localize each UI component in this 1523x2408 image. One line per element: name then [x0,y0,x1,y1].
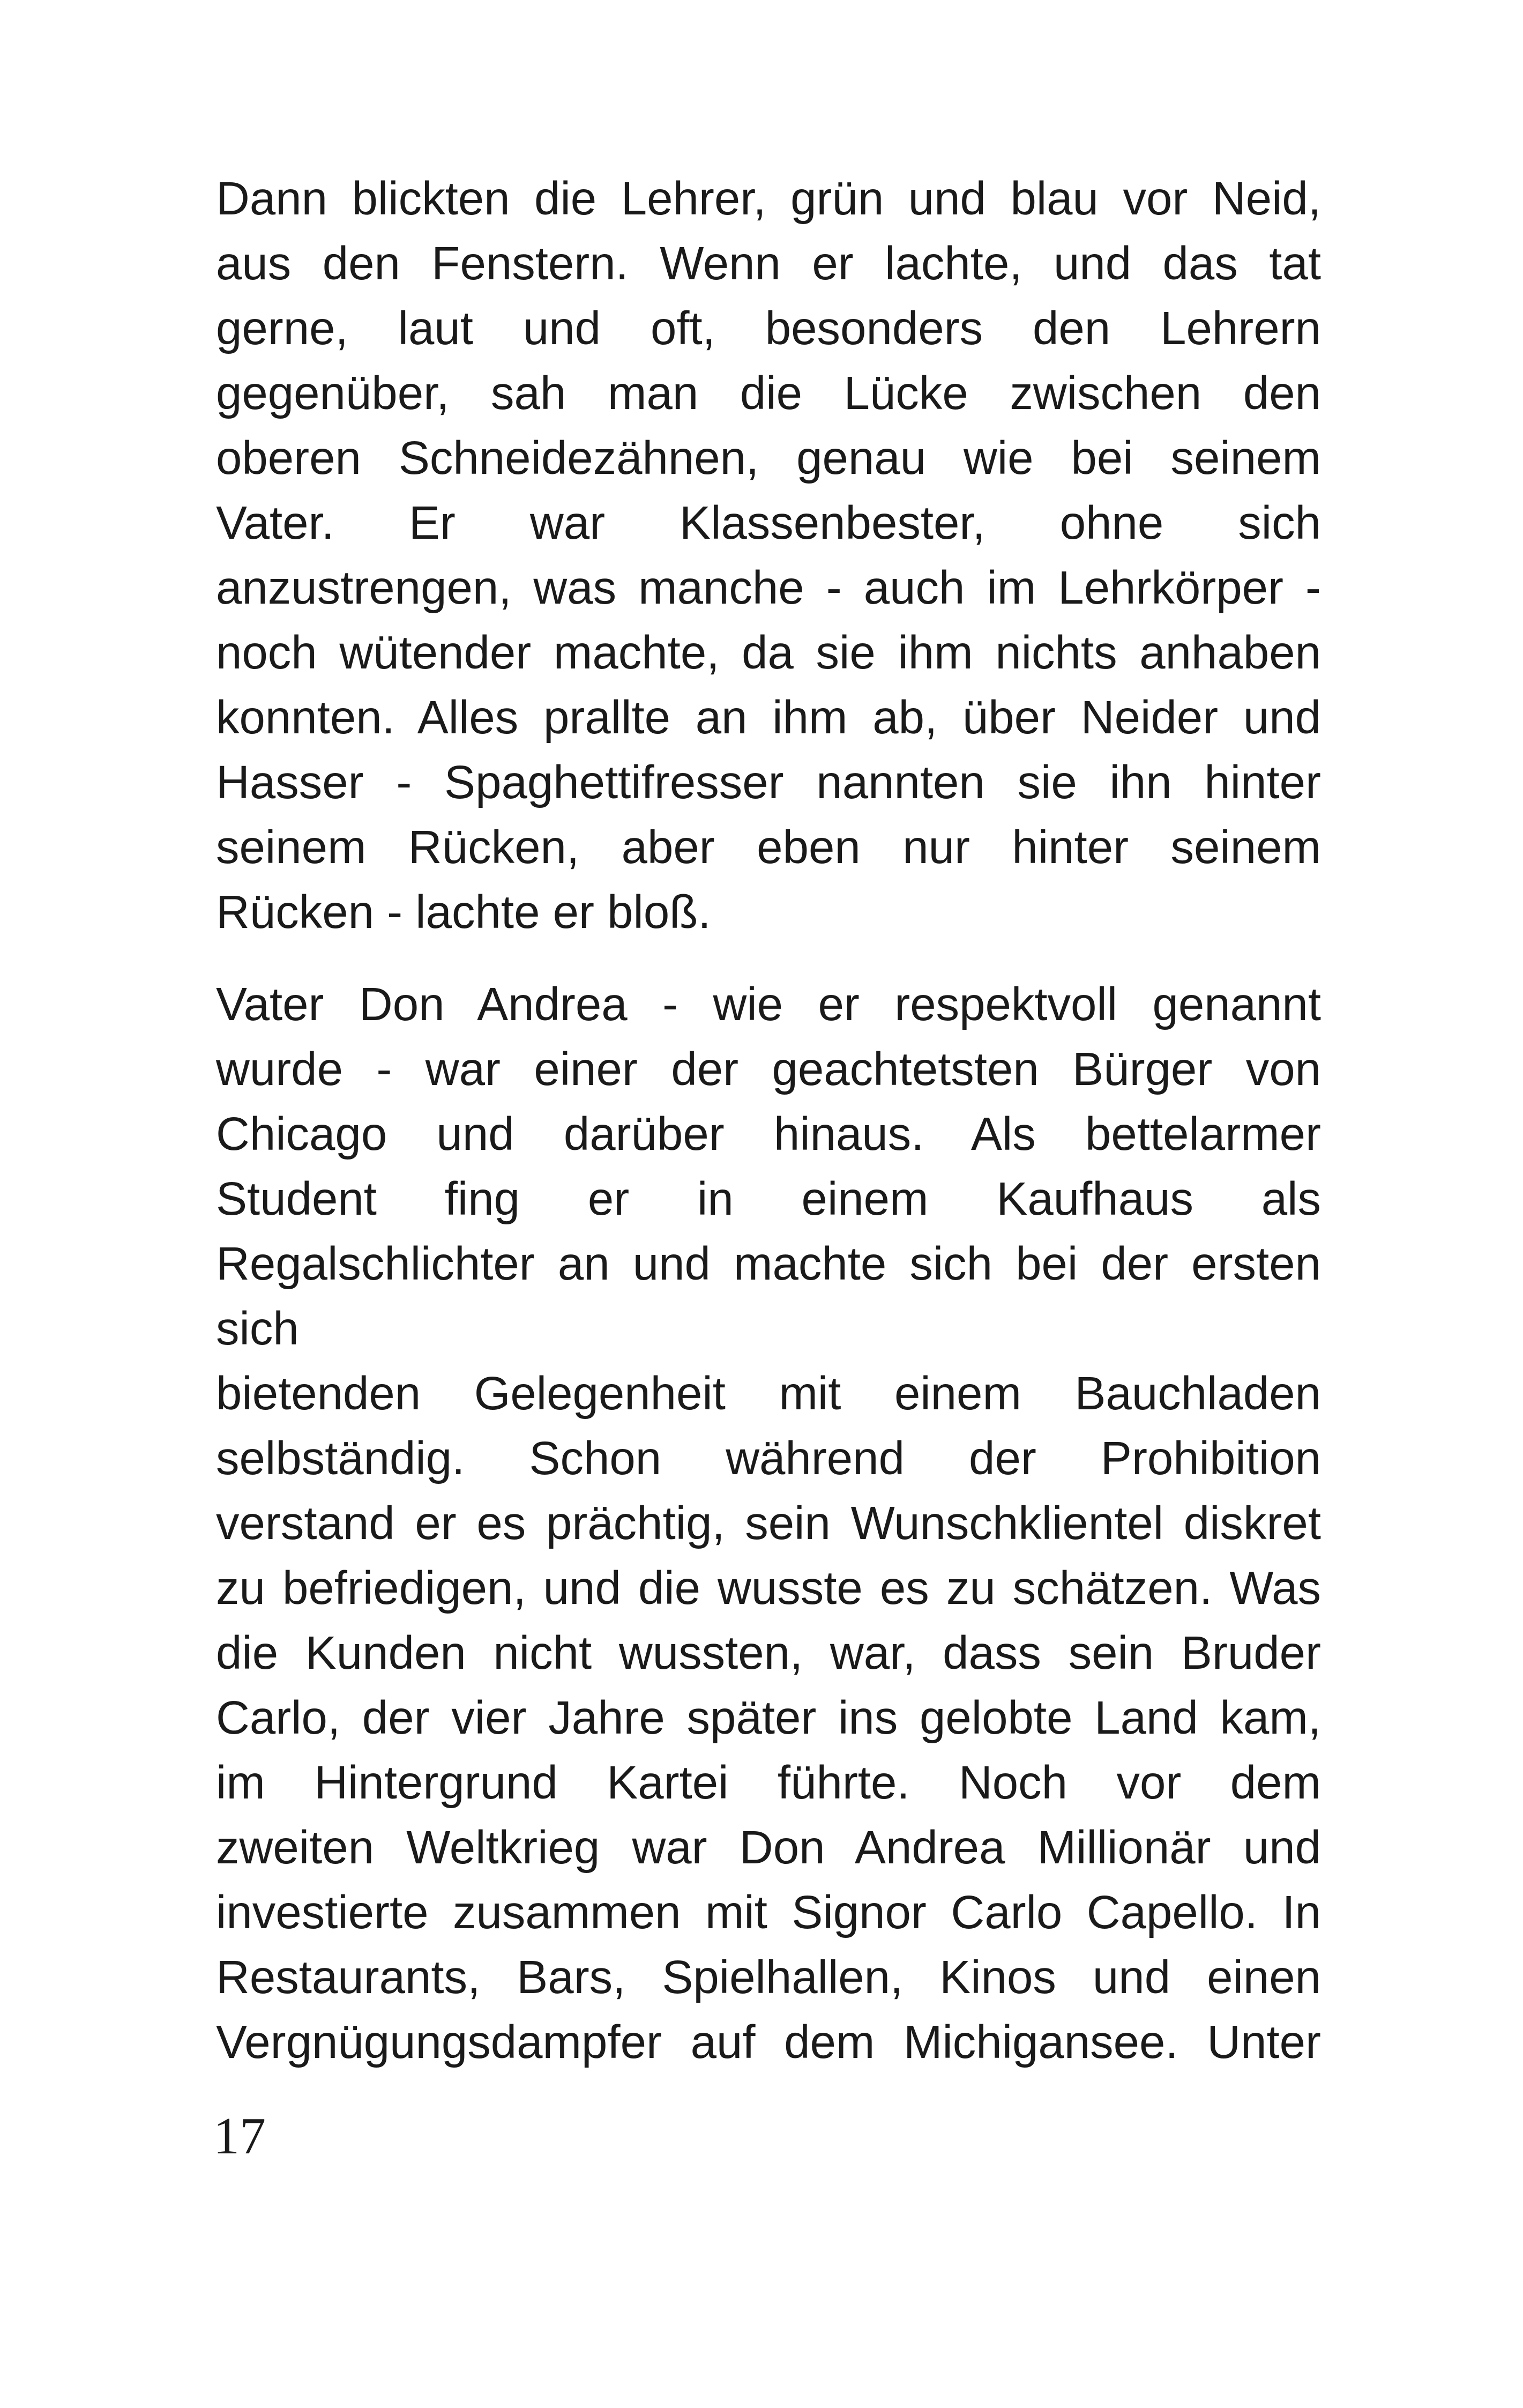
text-line: selbständig. Schon während der Prohibition [216,1432,1321,1484]
text-line: Student fing er in einem Kaufhaus als [216,1173,1321,1225]
text-line: wurde - war einer der geachtetsten Bürger von [216,1043,1321,1095]
text-line: Vater Don Andrea - wie er respektvoll genannt [216,978,1321,1030]
text-line: gerne, laut und oft, besonders den Lehrern [216,302,1321,354]
text-line: zweiten Weltkrieg war Don Andrea Millionär und [216,1822,1321,1874]
text-line: Vergnügungsdampfer auf dem Michigansee. Unter [216,2016,1321,2068]
text-line: Dann blickten die Lehrer, grün und blau vor Neid, [216,173,1321,225]
text-line: Chicago und darüber hinaus. Als bettelarmer [216,1108,1321,1160]
text-line: gegenüber, sah man die Lücke zwischen den [216,367,1321,419]
paragraph-2 [216,972,1321,2075]
page-number: 17 [213,2107,266,2165]
text-line: konnten. Alles prallte an ihm ab, über Neider und [216,692,1321,744]
text-line: investierte zusammen mit Signor Carlo Capello. In [216,1886,1321,1938]
text-line: noch wütender machte, da sie ihm nichts anhaben [216,627,1321,679]
text-line: Carlo, der vier Jahre später ins gelobte Land kam, [216,1692,1321,1744]
text-line: Regalschlichter an und machte sich bei der ersten [216,1238,1321,1290]
text-line: im Hintergrund Kartei führte. Noch vor dem [216,1757,1321,1809]
text-line: bietenden Gelegenheit mit einem Bauchladen [216,1367,1321,1419]
paragraph-1 [216,166,1321,945]
text-line: Restaurants, Bars, Spielhallen, Kinos und einen [216,1951,1321,2003]
text-line: anzustrengen, was manche - auch im Lehrkörper - [216,562,1321,614]
text-line: aus den Fenstern. Wenn er lachte, und das tat [216,237,1321,289]
text-line: Vater. Er war Klassenbester, ohne sich [216,497,1321,549]
text-line: seinem Rücken, aber eben nur hinter seinem [216,821,1321,873]
text-line: verstand er es prächtig, sein Wunschklientel diskret [216,1497,1321,1549]
text-line: Hasser - Spaghettifresser nannten sie ihn hinter [216,756,1321,808]
text-line: oberen Schneidezähnen, genau wie bei seinem [216,432,1321,484]
text-line: die Kunden nicht wussten, war, dass sein Bruder [216,1627,1321,1679]
text-line: zu befriedigen, und die wusste es zu schätzen. Was [216,1562,1321,1614]
text-line: Rücken - lachte er bloß. [216,886,711,938]
text-line: sich [216,1303,299,1355]
